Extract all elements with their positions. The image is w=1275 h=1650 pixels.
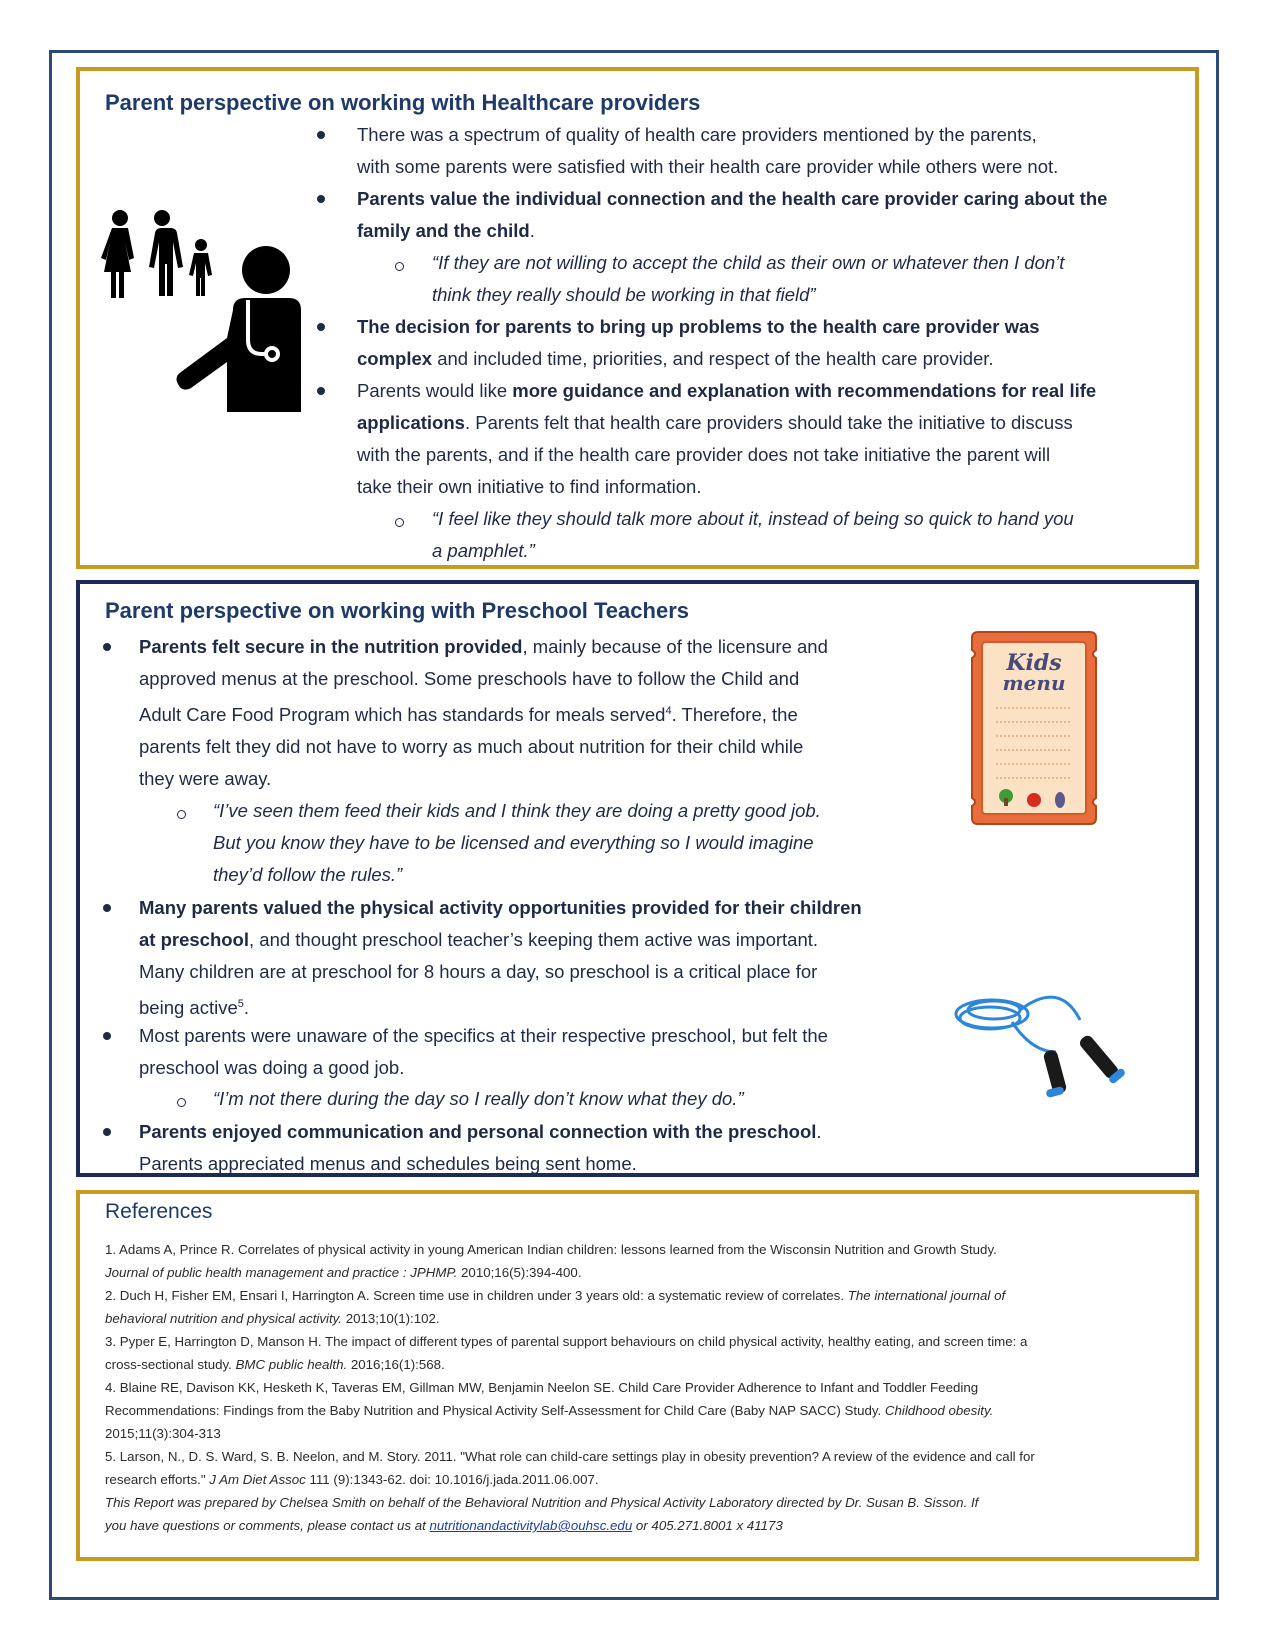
bullet xyxy=(103,1128,111,1136)
jump-rope-icon xyxy=(950,970,1150,1110)
bullet xyxy=(317,323,325,331)
bullet xyxy=(317,195,325,203)
quote: “I feel like they should talk more about it, instead of being so quick to hand you a pamphlet.” xyxy=(432,508,1074,561)
menu-label-kids: Kids xyxy=(1006,650,1062,676)
references-title: References xyxy=(105,1200,213,1223)
family-doctor-icon xyxy=(98,208,318,428)
list-item: There was a spectrum of quality of health care providers mentioned by the parents, with some parents were satisfied with their health care provider while others were not. xyxy=(357,124,1059,177)
menu-label-menu: menu xyxy=(1002,671,1066,695)
report-note: This Report was prepared by Chelsea Smith on behalf of the Behavioral Nutrition and Physical Activity Laboratory directed by Dr. Susan B. Sisson. If you have questions or comments, please contact us at nutritionandactivitylab@ouhsc.edu or 405.271.8001 x 41173 xyxy=(105,1495,979,1533)
sub-bullet xyxy=(177,810,186,819)
list-item: Parents value the individual connection and the health care provider caring about the family and the child. xyxy=(357,188,1108,241)
bullet xyxy=(103,904,111,912)
list-item: Parents felt secure in the nutrition provided, mainly because of the licensure and approved menus at the preschool. Some preschools have to follow the Child and Adult Care Food Program which has standards for meals served$^4$. Therefore, the parents felt they did not have to worry as much about nutrition for their child while they were away. xyxy=(139,636,828,790)
sub-bullet xyxy=(395,262,404,271)
reference-4: 4. Blaine RE, Davison KK, Hesketh K, Taveras EM, Gillman MW, Benjamin Neelon SE. Child Care Provider Adherence to Infant and Toddler Feeding Recommendations: Findings from the Baby Nutrition and Physical Activity Self-Assessment for Child Care (Baby NAP SACC) Study. Childhood obesity. 2015;11(3):304-313 xyxy=(105,1380,994,1441)
reference-1: 1. Adams A, Prince R. Correlates of physical activity in young American Indian children: lessons learned from the Wisconsin Nutrition and Growth Study. Journal of public health management and practice : JPHMP. 2010;16(5):394-400. xyxy=(105,1242,997,1280)
kids-menu-icon xyxy=(968,628,1100,828)
reference-list xyxy=(105,1238,1185,1537)
list-item: Many parents valued the physical activity opportunities provided for their children at preschool, and thought preschool teacher’s keeping them active was important. Many children are at preschool for 8 hours a day, so preschool is a critical place for being active$^5$. xyxy=(139,897,862,1019)
reference-2: 2. Duch H, Fisher EM, Ensari I, Harrington A. Screen time use in children under 3 years old: a systematic review of correlates. The international journal of behavioral nutrition and physical activity. 2013;10(1):102. xyxy=(105,1288,1006,1326)
healthcare-title: Parent perspective on working with Healthcare providers xyxy=(105,90,701,115)
quote: “If they are not willing to accept the child as their own or whatever then I don’t think they really should be working in that field” xyxy=(432,252,1065,305)
bullet xyxy=(103,1032,111,1040)
quote: “I’ve seen them feed their kids and I think they are doing a pretty good job. But you know they have to be licensed and everything so I would imagine they’d follow the rules.” xyxy=(213,800,821,885)
bullet xyxy=(317,131,325,139)
reference-5: 5. Larson, N., D. S. Ward, S. B. Neelon, and M. Story. 2011. "What role can child-care settings play in obesity prevention? A review of the evidence and call for research efforts." J Am Diet Assoc 111 (9):1343-62. doi: 10.1016/j.jada.2011.06.007. xyxy=(105,1449,1035,1487)
email-link[interactable]: nutritionandactivitylab@ouhsc.edu xyxy=(429,1518,633,1533)
preschool-title: Parent perspective on working with Preschool Teachers xyxy=(105,598,689,623)
sub-bullet xyxy=(395,518,404,527)
sub-bullet xyxy=(177,1098,186,1107)
bullet xyxy=(317,387,325,395)
list-item: Most parents were unaware of the specifics at their respective preschool, but felt the preschool was doing a good job. xyxy=(139,1025,828,1078)
quote: “I’m not there during the day so I really don’t know what they do.” xyxy=(213,1088,744,1109)
list-item: Parents would like more guidance and explanation with recommendations for real life applications. Parents felt that health care providers should take the initiative to discuss with the parents, and if the health care provider does not take initiative the parent will take their own initiative to find information. xyxy=(357,380,1097,497)
reference-3: 3. Pyper E, Harrington D, Manson H. The impact of different types of parental support behaviours on child physical activity, healthy eating, and screen time: a cross-sectional study. BMC public health. 2016;16(1):568. xyxy=(105,1334,1028,1372)
list-item: The decision for parents to bring up problems to the health care provider was complex and included time, priorities, and respect of the health care provider. xyxy=(357,316,1040,369)
list-item: Parents enjoyed communication and personal connection with the preschool. Parents appreciated menus and schedules being sent home. xyxy=(139,1121,822,1174)
bullet xyxy=(103,643,111,651)
